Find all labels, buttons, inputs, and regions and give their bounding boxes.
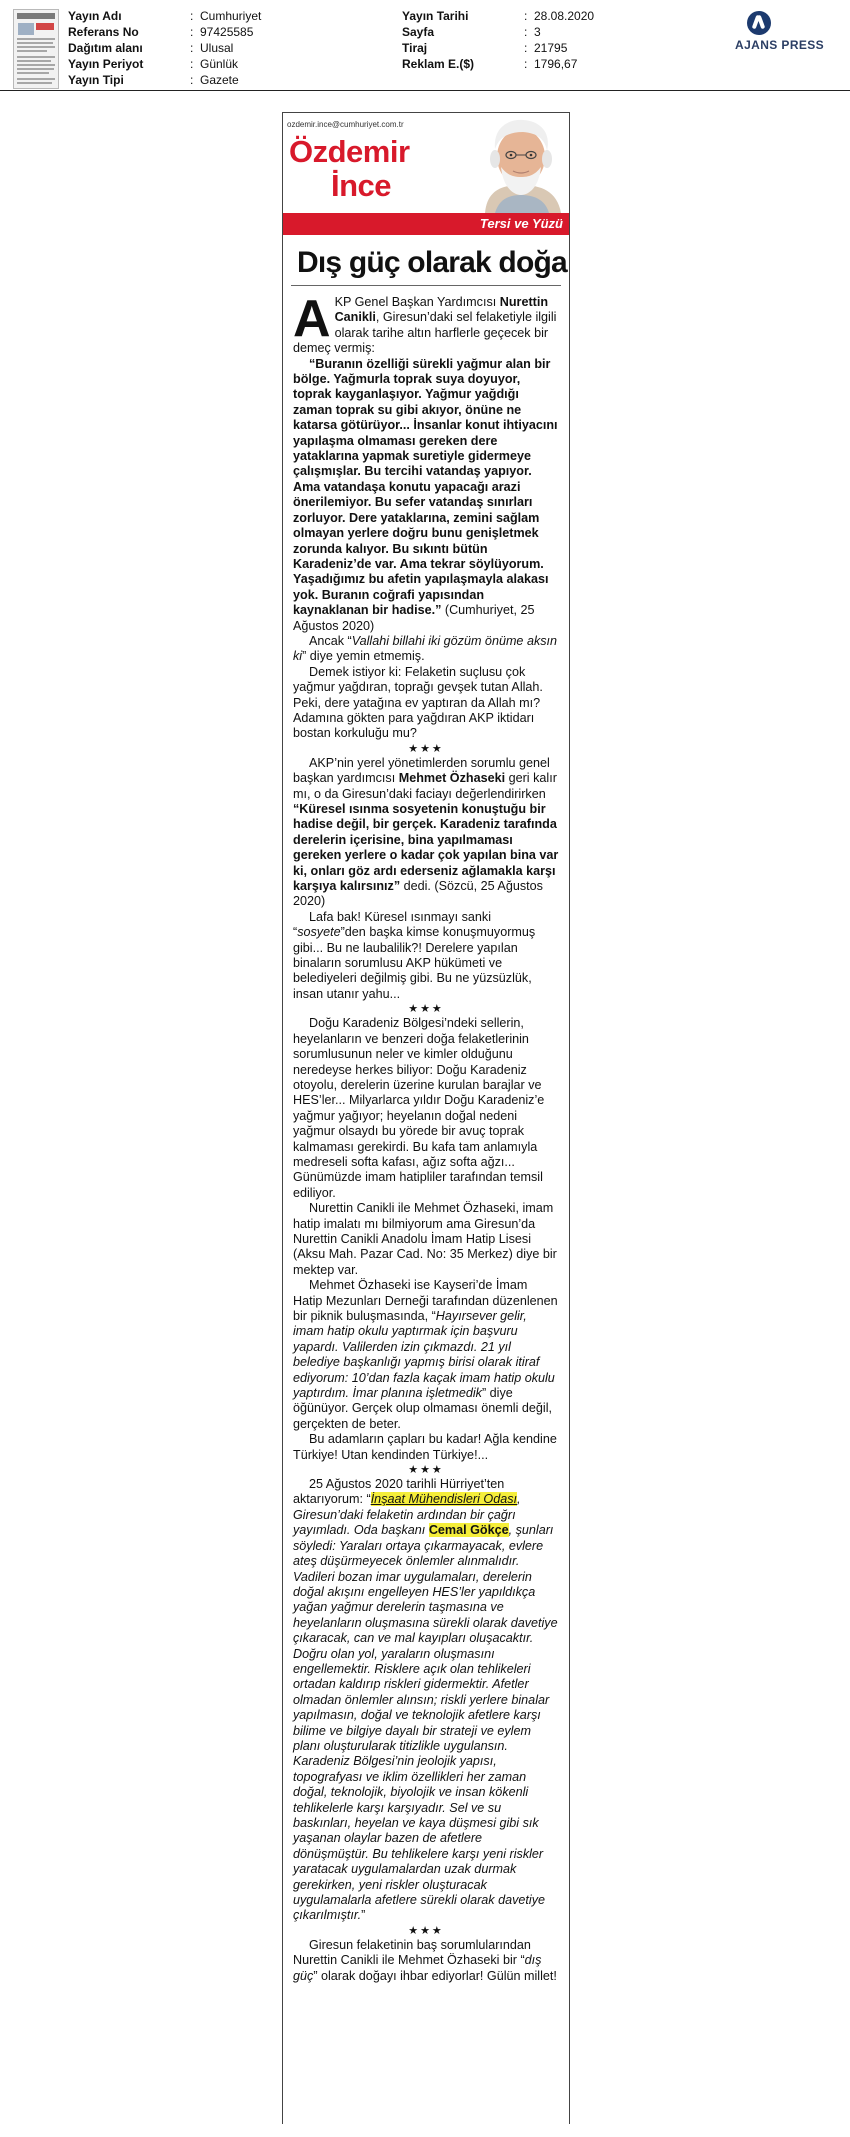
meta-row: Dağıtım alanı : Ulusal — [68, 41, 234, 55]
ajans-press-logo-icon — [747, 11, 771, 35]
meta-right — [402, 8, 594, 72]
article-body — [293, 290, 559, 1984]
paragraph: Demek istiyor ki: Felaketin suçlusu çok yağmur yağdıran, toprağı gevşek tutan Allah. Peki, dere yatağına ev yaptıran da Allah mı? Adamına gökten para yağdıran AKP iktidarı bostan korkuluğu mu? — [293, 664, 543, 741]
columnist-first-name: Özdemir — [289, 134, 410, 169]
paragraph: Lafa bak! Küresel ısınmayı sanki “sosyete”den başka kimse konuşmuyormuş gibi... Bu ne laubalilik?! Derelere yapılan binaların sorumlusu AKP hükümeti ve belediyeleri değilmiş gibi. Bu ne yüzsüzlük, insan utanır yahu... — [293, 909, 536, 1001]
columnist-last-name: İnce — [331, 168, 392, 203]
meta-row: Tiraj : 21795 — [402, 41, 568, 55]
paragraph: AKP Genel Başkan Yardımcısı Nurettin Canikli, Giresun’daki sel felaketiyle ilgili olarak tarihe altın harflerle geçecek bir demeç vermiş: — [293, 290, 557, 356]
meta-left — [68, 8, 261, 88]
columnist-portrait-icon — [473, 113, 569, 213]
paragraph: Giresun felaketinin baş sorumlularından Nurettin Canikli ile Mehmet Özhaseki bir “dış güç” olarak doğayı ihbar ediyorlar! Gülün millet! — [293, 1937, 557, 1983]
meta-row: Reklam E.($) : 1796,67 — [402, 57, 578, 71]
section-separator: ★★★ — [408, 1464, 444, 1477]
meta-row: Yayın Tarihi : 28.08.2020 — [402, 9, 595, 23]
highlighted-person: Cemal Gökçe — [428, 1523, 509, 1538]
meta-row: Yayın Periyot : Günlük — [68, 57, 239, 71]
article-headline: Dış güç olarak doğa — [297, 246, 567, 279]
paragraph: 25 Ağustos 2020 tarihli Hürriyet’ten aktarıyorum: “İnşaat Mühendisleri Odası, Giresun’daki felaketin ardından bir çağrı yayımladı. Oda başkanı Cemal Gökçe, şunları söyledi: Yaraları ortaya çıkarmayacak, evlere ateş düşürmeyecek önlemler alınmalıdır. Vadileri bozan imar uygulamaları, derelerin doğal akışını engelleyen HES’ler yapıldıkça yağan yağmur derelerin taşmasına ve heyelanların oluşmasına sürekli olarak davetiye çıkaracak, can ve mal kayıpları oluşacaktır. Doğru olan yol, yaraların oluşmasını engellemektir. Risklere açık olan tehlikeleri ortadan kaldırıp riskleri gidermektir. Afetler olmadan önlemler alınsın; riskli yerlere binalar yapılmasın, doğal ve teknolojik afetlere karşı bilime ve bilgiye dayalı bir strateji ve eylem planı oluşturularak titizlikle uygulansın. Karadeniz Bölgesi’nin jeolojik yapısı, topografyası ve iklim özellikleri her zaman doğal, teknolojik, biyolojik ve insan kökenli tehlikelerle karşı karşıyadır. Sel ve su baskınları, heyelan ve kaya düşmesi gibi sık yaşanan olaylar bazen de afetlere dönüşmüştür. Bu tehlikelere karşı yeni riskler yaratacak uygulamalardan uzak durmak gerekirken, yeni riskler oluşturacak uygulamalarla afetlere sürekli olarak davetiye çıkarılmıştır.” — [293, 1477, 558, 1923]
meta-row: Yayın Tipi : Gazete — [68, 73, 239, 87]
meta-row: Referans No : 97425585 — [68, 25, 254, 39]
columnist-banner — [283, 113, 569, 235]
section-separator: ★★★ — [408, 1924, 444, 1937]
columnist-email: ozdemir.ince@cumhuriyet.com.tr — [287, 120, 404, 129]
highlighted-organization: İnşaat Mühendisleri Odası — [370, 1492, 517, 1507]
paragraph: Mehmet Özhaseki ise Kayseri’de İmam Hatip Mezunları Derneği tarafından düzenlenen bir piknik buluşmasında, “Hayırsever gelir, imam hatip okulu yaptırmak için başvuru yapardı. Valilerden izin çıkmazdı. 21 yıl belediye başkanlığı yapmış birisi olarak itiraf ediyorum: 10’dan fazla kaçak imam hatip okulu yaptırdım. İmar planına işletmedik” diye öğünüyor. Gerçek olup olmaması önemli değil, gerçekten de beter. — [293, 1278, 558, 1431]
series-title: Tersi ve Yüzü — [479, 216, 563, 231]
section-separator: ★★★ — [408, 742, 444, 755]
article-clipping — [282, 112, 570, 2124]
meta-row: Sayfa : 3 — [402, 25, 541, 39]
clipping-header — [0, 0, 850, 92]
paragraph: Ancak “Vallahi billahi iki gözüm önüme aksın ki” diye yemin etmemiş. — [293, 633, 558, 664]
series-strip — [283, 213, 569, 235]
paragraph: Doğu Karadeniz Bölgesi’ndeki sellerin, heyelanların ve benzeri doğa felaketlerinin sorumlusunun neler ve kimler olduğunu neredeyse herkes biliyor: Doğu Karadeniz otoyolu, derelerin üzerine kurulan barajlar ve HES’ler... Milyarlarca yıldır Doğu Karadeniz’e yağmur yağıyor; heyelanın doğal nedeni yağmur olsaydı bu yörede bir avuç toprak kalmaması gerekirdi. Bu kafa tam anlamıyla medreseli softa kafası, ağız softa ağzı... Günümüzde imam hatipliler tarafından temsil ediliyor. — [293, 1016, 545, 1200]
header-divider — [0, 90, 850, 91]
drop-cap: A — [293, 290, 331, 348]
paragraph: Nurettin Canikli ile Mehmet Özhaseki, imam hatip imalatı mı bilmiyorum ama Giresun’da Nurettin Canikli Anadolu İmam Hatip Lisesi (Aksu Mah. Pazar Cad. No: 35 Merkez) diye bir mektep var. — [293, 1201, 557, 1277]
meta-row: Yayın Adı : Cumhuriyet — [68, 9, 262, 23]
headline-divider — [291, 285, 561, 286]
paragraph: Bu adamların çapları bu kadar! Ağla kendine Türkiye! Utan kendinden Türkiye!... — [293, 1432, 557, 1462]
newspaper-page-thumbnail — [13, 9, 59, 89]
logo-text: AJANS PRESS — [735, 38, 825, 52]
section-separator: ★★★ — [408, 1003, 444, 1016]
ajans-press-logo — [735, 8, 840, 52]
paragraph: “Buranın özelliği sürekli yağmur alan bir bölge. Yağmurla toprak suya doyuyor, toprak kayganlaşıyor. Yağmur yağdığı zaman toprak su gibi akıyor, önüne ne katarsa götürüyor... İnsanlar konut ihtiyacını yapılaşma olmaması gereken dere yataklarına yapmak suretiyle gidermeye çalışmışlar. Bu tercihi vatandaş yapıyor. Ama vatandaşa konutu yapacağı arazi önerilemiyor. Bu sefer vatandaş sınırları zorluyor. Dere yataklarına, zemini sağlam olmayan yerlere doğru bunu genişletmek zorunda kalıyor. Bu sıkıntı bütün Karadeniz’de var. Ama tekrar söylüyorum. Yaşadığımız bu afetin yapılaşmayla alakası yok. Buranın coğrafi yapısından kaynaklanan bir hadise.” (Cumhuriyet, 25 Ağustos 2020) — [293, 356, 558, 633]
paragraph: AKP’nin yerel yönetimlerden sorumlu genel başkan yardımcısı Mehmet Özhaseki geri kalır mı, o da Giresun’daki faciayı değerlendirirken “Küresel ısınma sosyetenin konuştuğu bir hadise değil, bir gerçek. Karadeniz tarafında derelerin içerisine, bina yapılmaması gereken yerlere o kadar çok yapılan bina var ki, onları göz ardı ederseniz ağlamakla karşı karşıya kalırsınız” dedi. (Sözcü, 25 Ağustos 2020) — [293, 755, 559, 909]
